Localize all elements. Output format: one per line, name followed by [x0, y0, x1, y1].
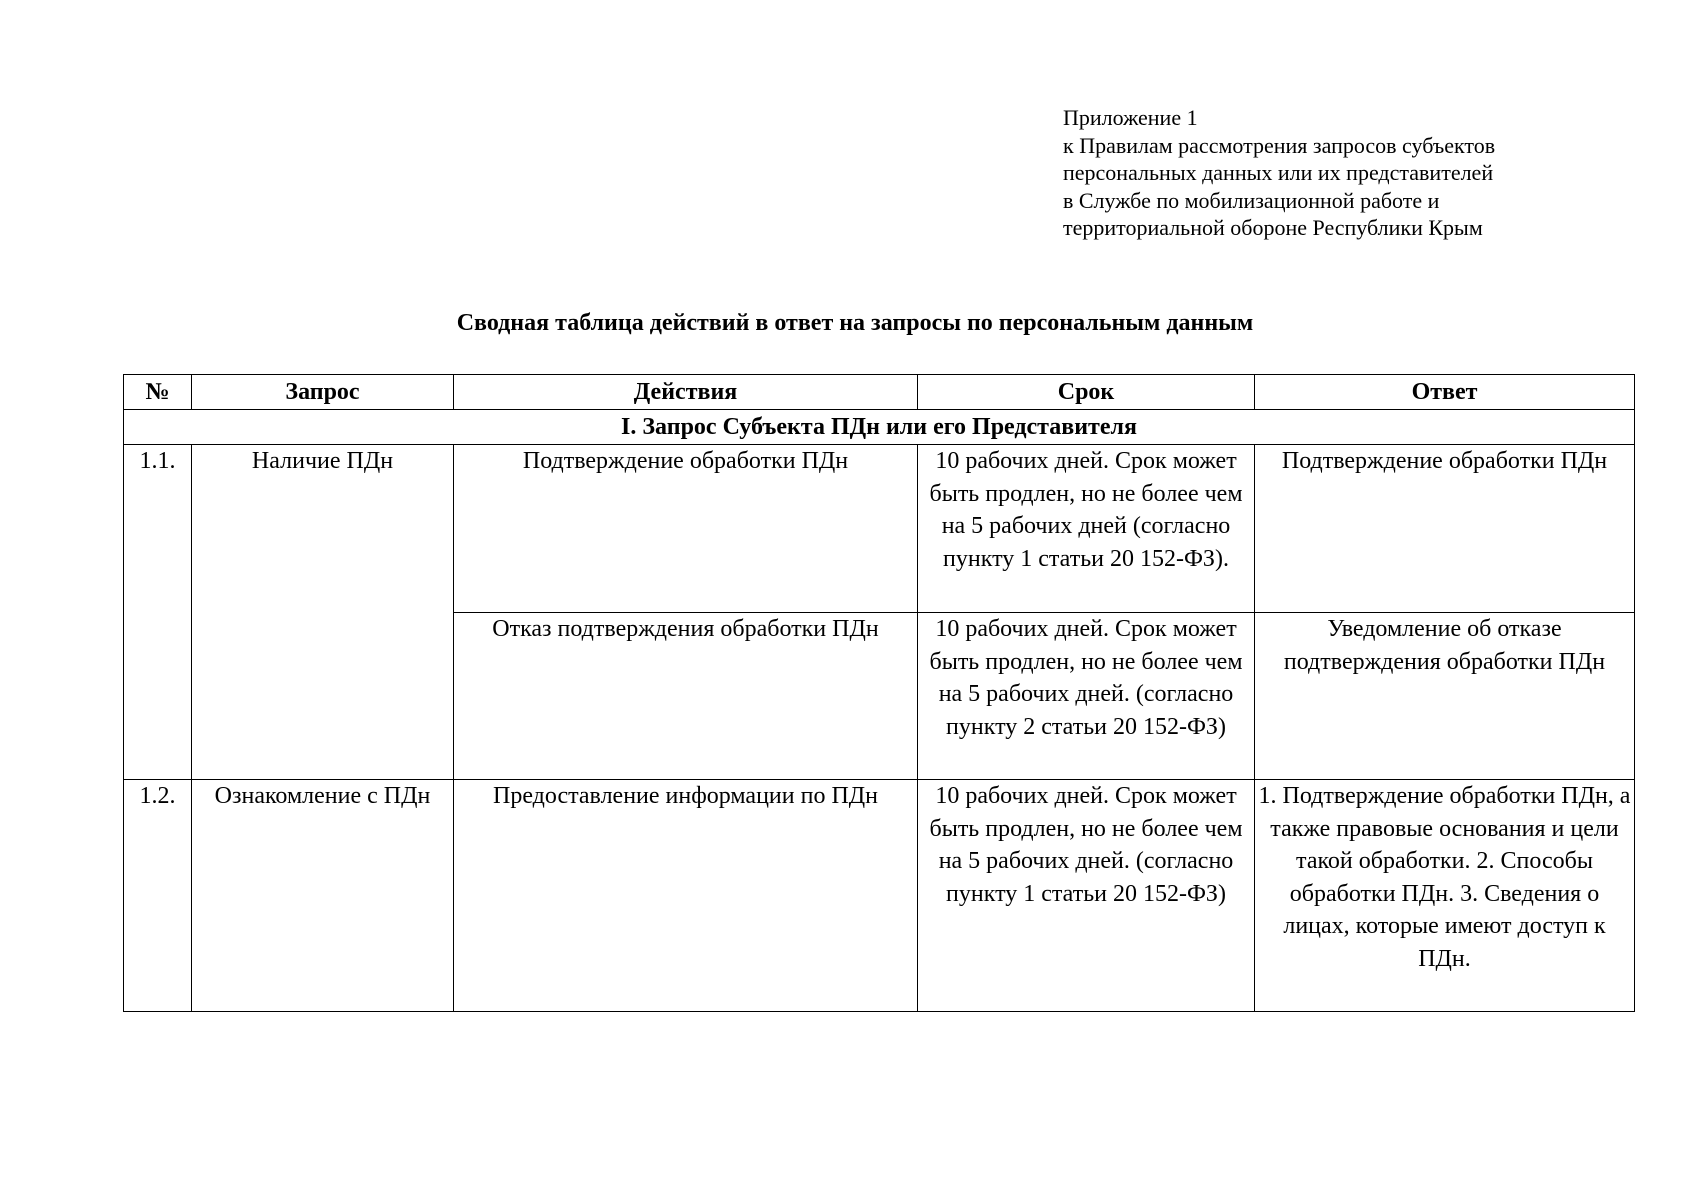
section-row — [124, 410, 1635, 445]
table-row — [124, 780, 1635, 1012]
header-actions: Действия — [454, 375, 918, 410]
appendix-note — [1063, 104, 1623, 242]
cell-term: 10 рабочих дней. Срок может быть продлен, но не более чем на 5 рабочих дней. (согласно пункту 1 статьи 20 152-ФЗ) — [918, 780, 1255, 1012]
document-title: Сводная таблица действий в ответ на запросы по персональным данным — [456, 310, 1254, 336]
cell-request: Ознакомление с ПДн — [192, 780, 454, 1012]
cell-request: Наличие ПДн — [192, 445, 454, 780]
summary-table — [123, 374, 1635, 1012]
appendix-line: к Правилам рассмотрения запросов субъектов — [1063, 132, 1496, 158]
appendix-line: Приложение 1 — [1063, 105, 1198, 130]
header-request: Запрос — [192, 375, 454, 410]
header-answer: Ответ — [1255, 375, 1635, 410]
cell-term: 10 рабочих дней. Срок может быть продлен, но не более чем на 5 рабочих дней. (согласно пункту 2 статьи 20 152-ФЗ) — [918, 613, 1255, 780]
cell-answer: Подтверждение обработки ПДн — [1255, 445, 1635, 613]
cell-answer: 1. Подтверждение обработки ПДн, а также правовые основания и цели такой обработки. 2. Способы обработки ПДн. 3. Сведения о лицах, которые имеют доступ к ПДн. — [1255, 780, 1635, 1012]
cell-number: 1.2. — [124, 780, 192, 1012]
cell-term: 10 рабочих дней. Срок может быть продлен, но не более чем на 5 рабочих дней (согласно пункту 1 статьи 20 152-ФЗ). — [918, 445, 1255, 613]
appendix-line: территориальной обороне Республики Крым — [1063, 215, 1483, 240]
section-title: I. Запрос Субъекта ПДн или его Представителя — [124, 410, 1635, 445]
cell-number: 1.1. — [124, 445, 192, 780]
table-header-row — [124, 375, 1635, 410]
header-term: Срок — [918, 375, 1255, 410]
appendix-line: персональных данных или их представителей — [1063, 160, 1494, 185]
cell-answer: Уведомление об отказе подтверждения обработки ПДн — [1255, 613, 1635, 780]
table-row — [124, 445, 1635, 613]
header-number: № — [124, 375, 192, 410]
cell-action: Отказ подтверждения обработки ПДн — [454, 613, 918, 780]
cell-action: Предоставление информации по ПДн — [454, 780, 918, 1012]
cell-action: Подтверждение обработки ПДн — [454, 445, 918, 613]
appendix-line: в Службе по мобилизационной работе и — [1063, 187, 1440, 213]
